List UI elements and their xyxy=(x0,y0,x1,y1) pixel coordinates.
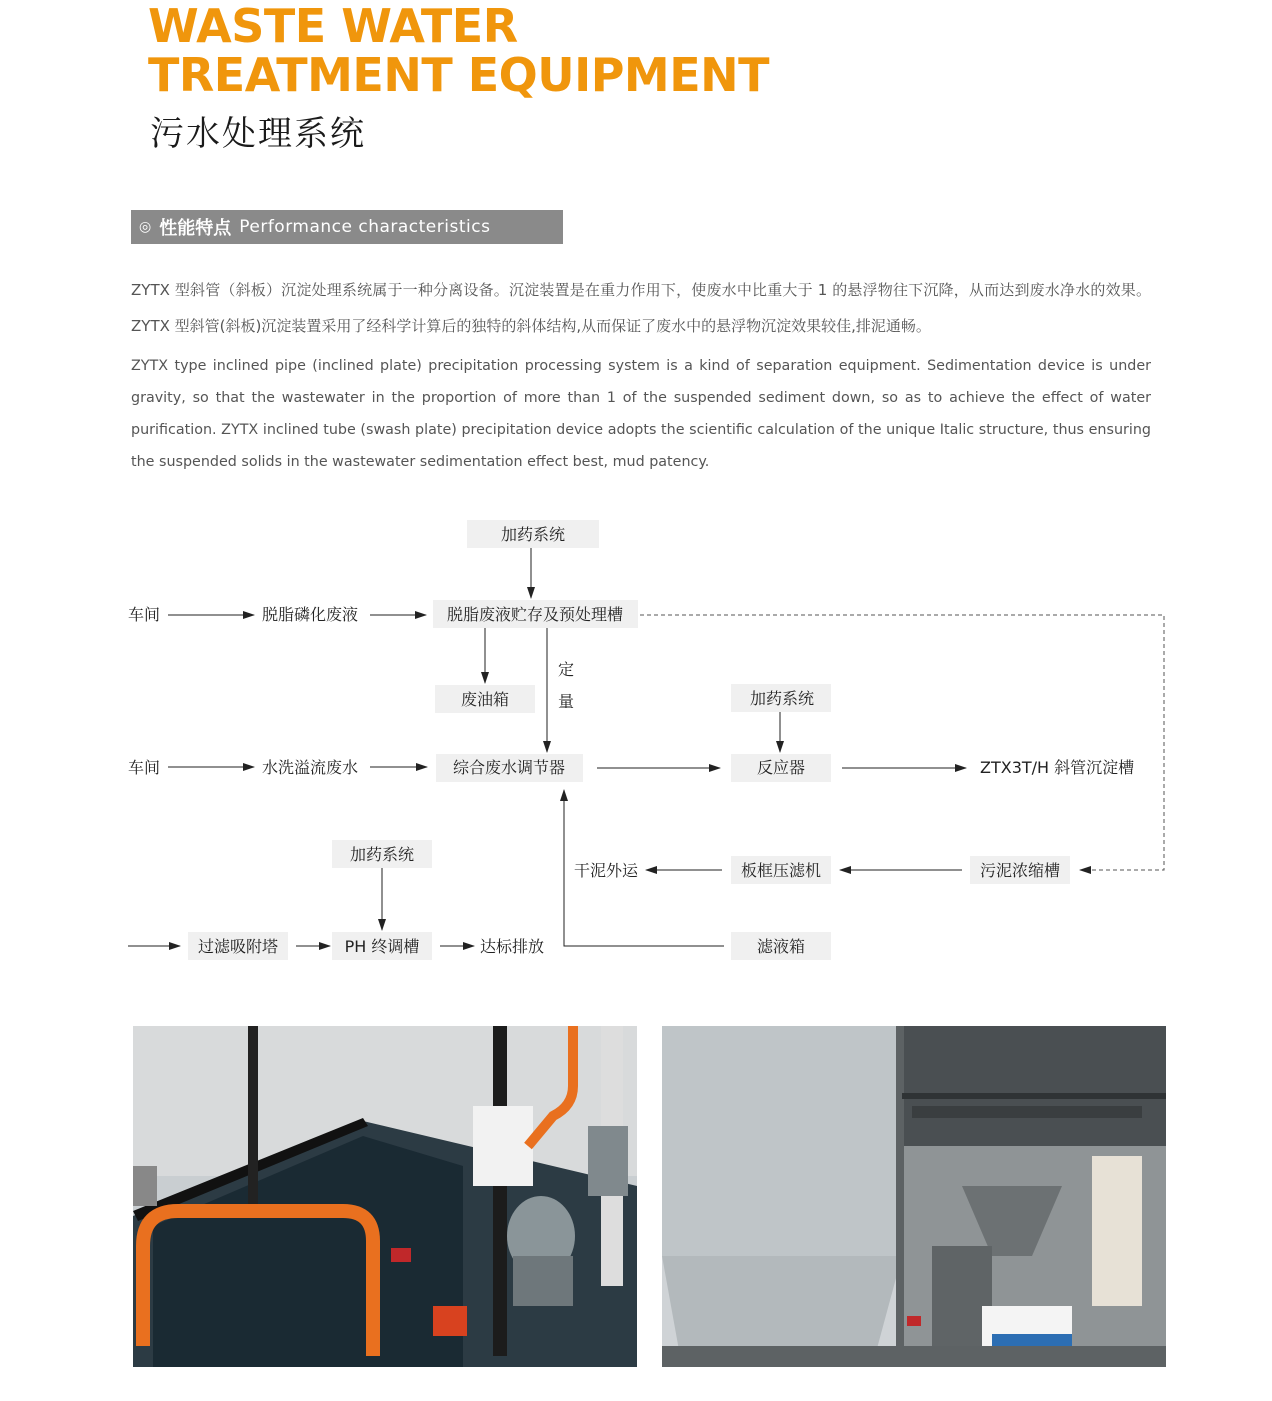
title-chinese: 污水处理系统 xyxy=(150,114,366,154)
dosing-system-3-label: 加药系统 xyxy=(349,845,415,864)
rinse-overflow-label: 水洗溢流废水 xyxy=(261,758,359,777)
section-title-english: Performance characteristics xyxy=(239,217,491,237)
process-flow-diagram xyxy=(0,500,1272,980)
discharge-label: 达标排放 xyxy=(480,937,545,956)
filter-press-label: 板框压滤机 xyxy=(740,861,822,880)
adsorb-tower-label: 过滤吸附塔 xyxy=(197,937,279,956)
section-title-chinese: 性能特点 xyxy=(159,218,232,239)
bullet-circle-icon: ◎ xyxy=(139,219,152,235)
quantitative-label-1: 定 xyxy=(557,660,575,679)
filtrate-box-label: 滤液箱 xyxy=(756,937,806,956)
thickener-label: 污泥浓缩槽 xyxy=(979,861,1061,880)
title-english-line-2: TREATMENT EQUIPMENT xyxy=(148,48,770,102)
title-english-line-1: WASTE WATER xyxy=(148,0,518,53)
workshop-1-label: 车间 xyxy=(128,605,161,624)
equalizer-label: 综合废水调节器 xyxy=(452,758,566,777)
edge-pretreat-to-thickener-dashed xyxy=(640,615,1164,870)
settler-label: ZTX3T/H 斜管沉淀槽 xyxy=(980,758,1135,777)
reactor-label: 反应器 xyxy=(756,758,806,777)
pretreat-tank-label: 脱脂废液贮存及预处理槽 xyxy=(446,605,624,624)
description-english: ZYTX type inclined pipe (inclined plate) precipitation processing system is a kind of separation equipment. Sedimentation device is under gravity, so that the wastewater in the proportion of more than 1 of the suspended sediment down, so as to achieve the effect of water purification. ZYTX inclined tube (swash plate) precipitation device adopts the scientific calculation of the unique Italic structure, thus ensuring the suspended solids in the wastewater sedimentation effect best, mud patency. xyxy=(131,358,1151,470)
degrease-waste-label: 脱脂磷化废液 xyxy=(261,605,359,624)
dry-sludge-label: 干泥外运 xyxy=(574,861,639,880)
photo-sedimentation-tank xyxy=(662,1026,1166,1367)
description-chinese: ZYTX 型斜管（斜板）沉淀处理系统属于一种分离设备。沉淀装置是在重力作用下，使废水中比重大于 1 的悬浮物往下沉降，从而达到废水净水的效果。ZYTX 型斜管(斜板)沉淀装置采用了经科学计算后的独特的斜体结构,从而保证了废水中的悬浮物沉淀效果较佳,排泥通畅。 xyxy=(131,281,1151,335)
oil-box-label: 废油箱 xyxy=(460,690,510,709)
dosing-system-1-label: 加药系统 xyxy=(500,525,566,544)
dosing-system-2-label: 加药系统 xyxy=(749,689,815,708)
photo-equipment-tank xyxy=(133,1026,637,1367)
workshop-2-label: 车间 xyxy=(128,758,161,777)
section-header-bar xyxy=(131,210,563,244)
ph-tank-label: PH 终调槽 xyxy=(344,937,420,956)
quantitative-label-2: 量 xyxy=(557,692,575,711)
title-english xyxy=(148,2,769,100)
